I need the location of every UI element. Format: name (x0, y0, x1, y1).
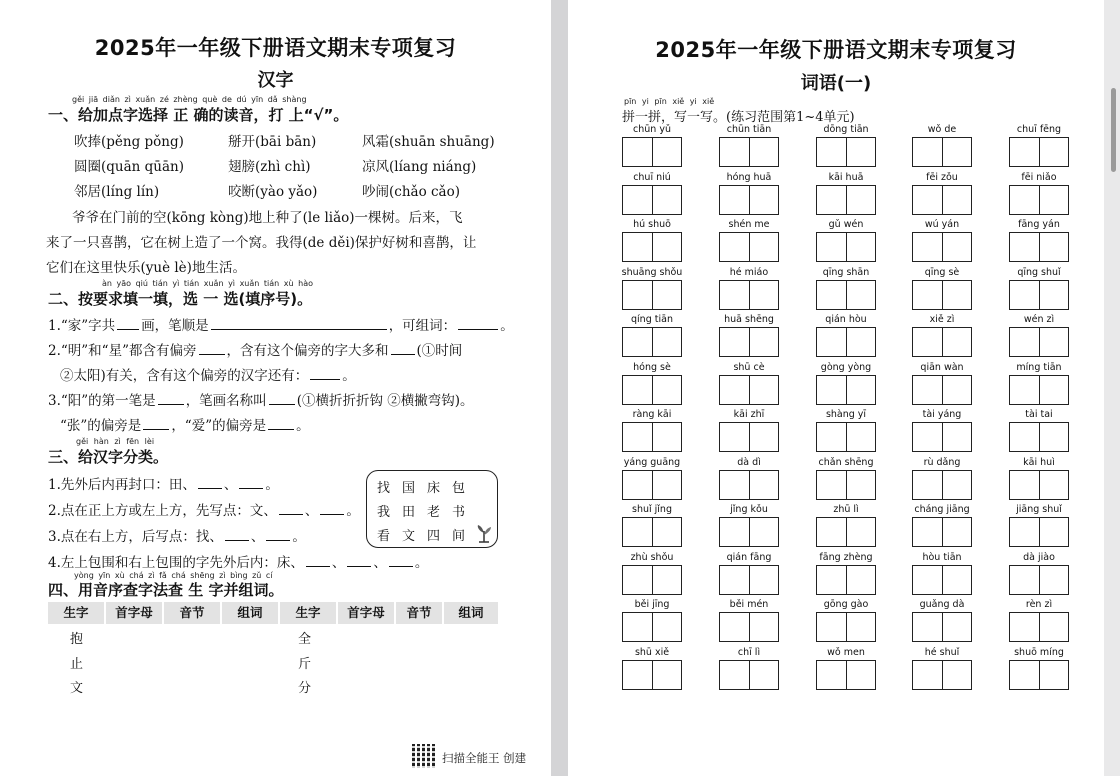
page-title: 2025年一年级下册语文期末专项复习 (94, 36, 457, 60)
writing-box[interactable] (816, 660, 876, 690)
writing-box[interactable] (719, 137, 779, 167)
choice-item: 咬断(yào yǎo) (228, 184, 318, 200)
writing-box[interactable] (622, 470, 682, 500)
writing-box[interactable] (816, 470, 876, 500)
scrollbar[interactable] (1104, 0, 1120, 776)
section-heading: 三、给汉字分类。 (48, 448, 169, 466)
word-pinyin: wén zì (1023, 314, 1055, 325)
word-pinyin: jiāng shuǐ (1016, 504, 1062, 515)
table-header: 生字 (280, 602, 336, 624)
word-pinyin: shū xiě (634, 646, 670, 658)
table-header: 生字 (48, 602, 104, 624)
word-pinyin: dōng tiān (823, 124, 869, 135)
word-pinyin: wǒ men (827, 646, 865, 658)
word-pinyin: shū cè (733, 361, 765, 373)
word-pinyin: hóng sè (633, 361, 671, 373)
writing-box[interactable] (719, 517, 779, 547)
writing-box[interactable] (1009, 280, 1069, 310)
word-pinyin: xiě zì (929, 314, 955, 325)
paragraph-line: 来了一只喜鹊，它在树上造了一个窝。我得(de děi)保护好树和喜鹊，让 (46, 235, 477, 251)
writing-box[interactable] (622, 375, 682, 405)
writing-box[interactable] (622, 280, 682, 310)
writing-box[interactable] (719, 660, 779, 690)
word-pinyin: fāng zhèng (819, 551, 873, 563)
writing-box[interactable] (1009, 375, 1069, 405)
writing-box[interactable] (816, 327, 876, 357)
word-pinyin: běi jīng (634, 599, 670, 610)
writing-box[interactable] (912, 137, 972, 167)
question-line: ②太阳)有关，含有这个偏旁的汉字还有： 。 (60, 368, 356, 384)
question-line: “张”的偏旁是 ，“爱”的偏旁是 。 (60, 418, 310, 434)
word-pinyin: gōng gào (823, 599, 869, 610)
word-pinyin: qīng shān (822, 266, 870, 278)
writing-box[interactable] (912, 517, 972, 547)
writing-box[interactable] (622, 660, 682, 690)
word-pinyin: fēi niǎo (1021, 171, 1057, 183)
table-cell: 全 (298, 632, 312, 647)
writing-box[interactable] (912, 660, 972, 690)
page-title: 2025年一年级下册语文期末专项复习 (655, 38, 1017, 62)
writing-box[interactable] (622, 185, 682, 215)
word-pinyin: shén me (728, 219, 770, 230)
table-header: 组词 (444, 602, 498, 624)
word-pinyin: hóng huā (726, 171, 772, 183)
question-line: 3.“阳”的第一笔是 ，笔画名称叫 (①横折折折钩 ②横撇弯钩)。 (48, 393, 474, 409)
word-pinyin: qián hòu (825, 314, 867, 325)
table-cell: 抱 (70, 632, 84, 647)
word-pinyin: tài tai (1025, 409, 1053, 420)
word-pinyin: kāi huì (1023, 456, 1055, 468)
writing-box[interactable] (912, 327, 972, 357)
writing-box[interactable] (816, 612, 876, 642)
word-pinyin: qīng shuǐ (1017, 266, 1061, 278)
section-pinyin: àn yāo qiú tián yì tián xuǎn yì xuǎn tián xù hào (102, 279, 313, 288)
word-pinyin: dà dì (737, 456, 761, 468)
writing-box[interactable] (719, 375, 779, 405)
table-cell: 止 (70, 657, 84, 672)
sprout-icon (475, 523, 493, 543)
writing-box[interactable] (622, 232, 682, 262)
table-header: 首字母 (106, 602, 162, 624)
writing-box[interactable] (622, 612, 682, 642)
word-pinyin: rù dǎng (923, 456, 961, 468)
writing-box[interactable] (719, 470, 779, 500)
word-pinyin: chuī niú (633, 171, 671, 183)
word-pinyin: chǎn shēng (818, 456, 874, 468)
writing-box[interactable] (622, 327, 682, 357)
writing-box[interactable] (1009, 232, 1069, 262)
word-pinyin: rèn zì (1025, 599, 1053, 610)
writing-box[interactable] (912, 470, 972, 500)
word-pinyin: chī lì (737, 646, 761, 658)
word-pinyin: yáng guāng (623, 456, 681, 468)
word-pinyin: huā shēng (724, 314, 774, 325)
writing-box[interactable] (622, 137, 682, 167)
word-pinyin: zhù shǒu (630, 551, 674, 563)
question-line: 1.“家”字共 画，笔顺是 ，可组词： 。 (48, 318, 514, 334)
writing-box[interactable] (912, 375, 972, 405)
word-pinyin: wǒ de (927, 124, 957, 135)
writing-box[interactable] (816, 280, 876, 310)
word-pinyin: gòng yòng (820, 361, 872, 373)
word-pinyin: ràng kāi (632, 409, 672, 420)
section-heading: 二、按要求填一填，选 一 选(填序号)。 (48, 290, 313, 308)
section-heading: 四、用音序查字法查 生 字并组词。 (48, 581, 284, 599)
question-line: 2.“明”和“星”都含有偏旁 ，含有这个偏旁的字大多和 (①时间 (48, 343, 463, 359)
paragraph-line: 它们在这里快乐(yuè lè)地生活。 (46, 260, 246, 276)
word-pinyin: hú shuō (633, 219, 671, 230)
writing-box[interactable] (719, 185, 779, 215)
classify-line: 1.先外后内再封口：田、 、 。 (48, 477, 279, 493)
writing-box[interactable] (816, 137, 876, 167)
worksheet-page-2 (568, 0, 1104, 776)
word-pinyin: qíng tiān (631, 314, 673, 325)
choice-item: 吹捧(pěng pǒng) (74, 134, 184, 150)
writing-box[interactable] (1009, 422, 1069, 452)
section-pinyin: yòng yīn xù chá zì fǎ chá shēng zì bìng zǔ cí (74, 571, 273, 580)
writing-box[interactable] (816, 185, 876, 215)
writing-box[interactable] (1009, 660, 1069, 690)
writing-box[interactable] (1009, 517, 1069, 547)
table-header: 音节 (164, 602, 220, 624)
table-header: 组词 (222, 602, 278, 624)
word-pinyin: qián fāng (726, 551, 772, 563)
writing-box[interactable] (622, 422, 682, 452)
word-pinyin: běi mén (729, 599, 769, 610)
writing-box[interactable] (816, 517, 876, 547)
writing-box[interactable] (816, 422, 876, 452)
choice-item: 翅膀(zhì chì) (228, 159, 311, 175)
page-subtitle: 汉字 (257, 70, 294, 91)
table-cell: 文 (70, 681, 84, 696)
word-pinyin: qīng sè (924, 266, 960, 278)
word-pinyin: shuǐ jǐng (632, 504, 672, 515)
scrollbar-thumb[interactable] (1111, 88, 1116, 172)
word-pinyin: qiān wàn (920, 361, 964, 373)
table-cell: 斤 (298, 657, 312, 672)
page-subtitle: 词语(一) (800, 73, 872, 94)
section-pinyin: gěi hàn zì fēn lèi (76, 437, 155, 446)
worksheet-page-1 (0, 0, 551, 776)
writing-box[interactable] (912, 612, 972, 642)
writing-box[interactable] (1009, 470, 1069, 500)
word-pinyin: cháng jiāng (914, 504, 970, 515)
writing-box[interactable] (1009, 137, 1069, 167)
writing-box[interactable] (816, 565, 876, 595)
character-box: 找国床包 我田老书 看文四间 (366, 470, 498, 548)
word-pinyin: míng tiān (1016, 361, 1062, 373)
choice-item: 凉风(líang niáng) (362, 159, 477, 175)
word-pinyin: guǎng dà (919, 599, 965, 610)
word-pinyin: shuāng shǒu (621, 266, 683, 278)
instruction-pinyin: pīn yi pīn xiě yi xiě (624, 97, 715, 106)
writing-box[interactable] (719, 327, 779, 357)
writing-box[interactable] (719, 422, 779, 452)
word-pinyin: dà jiào (1023, 551, 1055, 563)
writing-box[interactable] (912, 185, 972, 215)
writing-box[interactable] (719, 565, 779, 595)
table-cell: 分 (298, 681, 312, 696)
section-pinyin: gěi jiā diǎn zì xuǎn zé zhèng què de dú yīn dǎ shàng (72, 95, 307, 104)
word-pinyin: chūn yǔ (633, 124, 671, 135)
writing-box[interactable] (719, 612, 779, 642)
word-pinyin: chūn tiān (726, 124, 772, 135)
section-heading: 一、给加点字选择 正 确的读音，打 上“√”。 (48, 106, 349, 124)
table-header: 音节 (396, 602, 442, 624)
word-pinyin: hé miáo (729, 266, 769, 278)
writing-box[interactable] (622, 517, 682, 547)
writing-box[interactable] (1009, 327, 1069, 357)
qr-code-icon (412, 744, 436, 768)
word-pinyin: chuī fēng (1016, 124, 1062, 135)
writing-box[interactable] (719, 280, 779, 310)
word-pinyin: fēi zǒu (926, 171, 958, 183)
choice-item: 圆圈(quān qūān) (74, 159, 184, 175)
word-pinyin: fāng yán (1018, 219, 1060, 230)
choice-item: 掰开(bāi bān) (228, 134, 317, 150)
word-pinyin: hòu tiān (922, 551, 962, 563)
word-pinyin: shuō míng (1014, 646, 1064, 658)
writing-box[interactable] (816, 232, 876, 262)
word-pinyin: kāi zhī (733, 409, 765, 420)
page-gutter (551, 0, 568, 776)
word-pinyin: jǐng kǒu (730, 504, 768, 515)
writing-box[interactable] (912, 422, 972, 452)
writing-box[interactable] (1009, 185, 1069, 215)
writing-box[interactable] (1009, 565, 1069, 595)
writing-box[interactable] (912, 565, 972, 595)
paragraph-line: 爷爷在门前的空(kōng kòng)地上种了(le liǎo)一棵树。后来，飞 (72, 210, 463, 226)
table-header: 首字母 (338, 602, 394, 624)
writing-box[interactable] (912, 280, 972, 310)
choice-item: 邻居(líng lín) (74, 184, 160, 200)
word-pinyin: shàng yī (825, 409, 867, 420)
instruction: 拼一拼，写一写。(练习范围第1~4单元) (622, 110, 855, 125)
writing-box[interactable] (816, 375, 876, 405)
writing-box[interactable] (912, 232, 972, 262)
word-pinyin: zhū lì (833, 504, 859, 515)
classify-line: 2.点在正上方或左上方，先写点：文、 、 。 (48, 503, 360, 519)
choice-item: 吵闹(chǎo cǎo) (362, 184, 460, 200)
word-pinyin: tài yáng (922, 409, 962, 420)
writing-box[interactable] (1009, 612, 1069, 642)
word-pinyin: gǔ wén (828, 219, 864, 230)
word-pinyin: kāi huā (828, 171, 864, 183)
classify-line: 4.左上包围和右上包围的字先外后内：床、 、 、 。 (48, 555, 429, 571)
writing-box[interactable] (719, 232, 779, 262)
classify-line: 3.点在右上方，后写点：找、 、 。 (48, 529, 306, 545)
word-pinyin: hé shuǐ (924, 646, 960, 658)
scanner-credit: 扫描全能王 创建 (442, 751, 527, 765)
word-pinyin: wú yán (924, 219, 960, 230)
choice-item: 风霜(shuān shuāng) (362, 134, 495, 150)
writing-box[interactable] (622, 565, 682, 595)
